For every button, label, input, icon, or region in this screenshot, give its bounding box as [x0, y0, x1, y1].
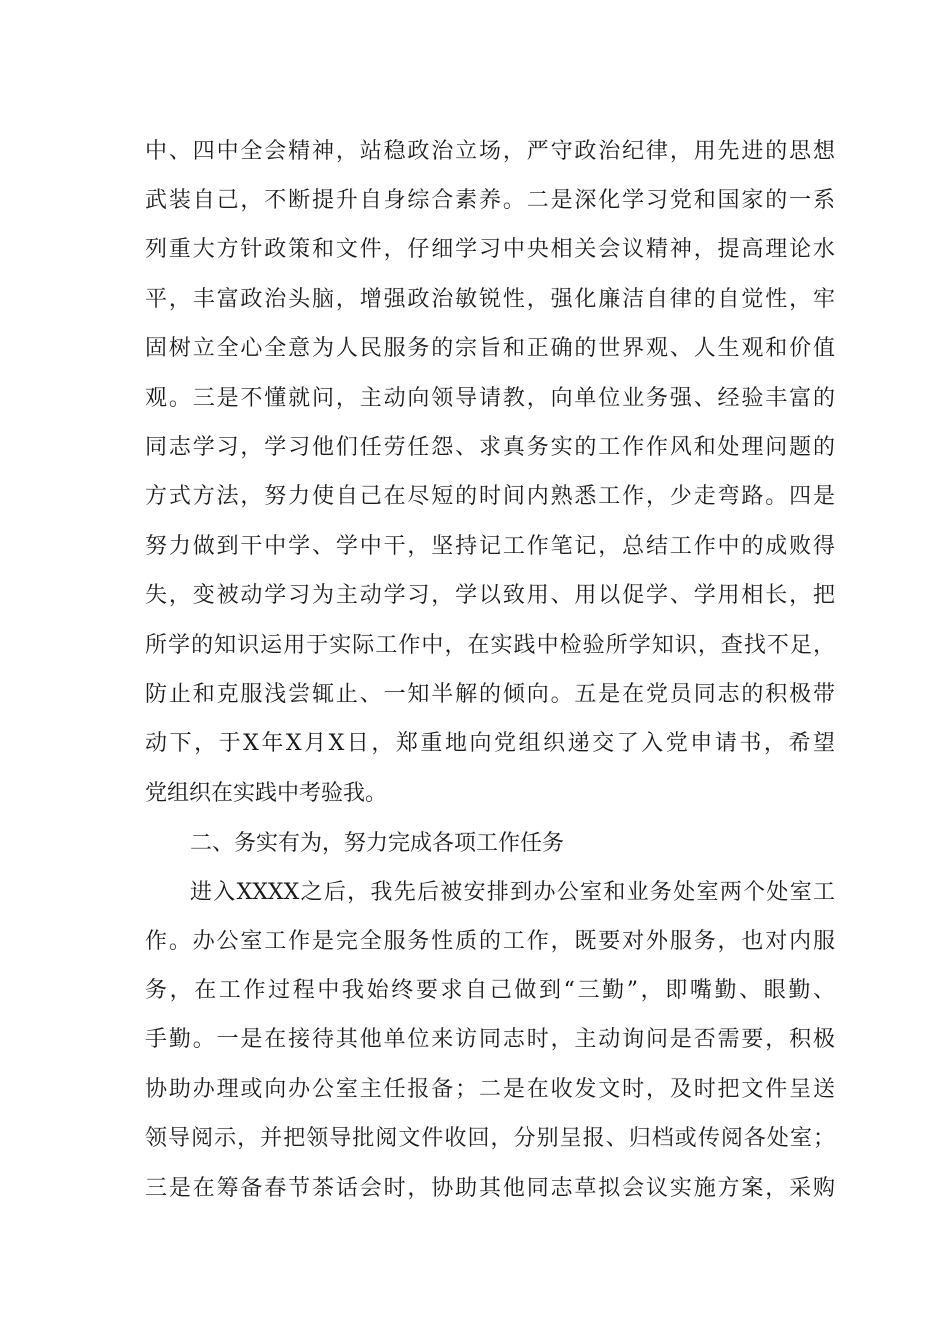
body-text-line: 固树立全心全意为人民服务的宗旨和正确的世界观、人生观和价值 — [145, 336, 835, 361]
body-text-line: 作。办公室工作是完全服务性质的工作，既要对外服务，也对内服 — [145, 929, 835, 954]
body-text-line: 领导阅示，并把领导批阅文件收回，分别呈报、归档或传阅各处室； — [145, 1126, 835, 1151]
body-text-line: 列重大方针政策和文件，仔细学习中央相关会议精神，提高理论水 — [145, 237, 835, 262]
body-text-line: 观。三是不懂就问，主动向领导请教，向单位业务强、经验丰富的 — [145, 386, 835, 411]
body-text-line: 方式方法，努力使自己在尽短的时间内熟悉工作，少走弯路。四是 — [145, 484, 835, 509]
body-text-line: 务，在工作过程中我始终要求自己做到“三勤”，即嘴勤、眼勤、 — [145, 978, 835, 1003]
body-text-line: 同志学习，学习他们任劳任怨、求真务实的工作作风和处理问题的 — [145, 435, 835, 460]
body-text-line: 努力做到干中学、学中干，坚持记工作笔记，总结工作中的成败得 — [145, 534, 835, 559]
body-text-line: 进入XXXX之后，我先后被安排到办公室和业务处室两个处室工 — [190, 880, 835, 905]
section-heading: 二、务实有为，努力完成各项工作任务 — [190, 831, 565, 856]
body-text-line: 防止和克服浅尝辄止、一知半解的倾向。五是在党员同志的积极带 — [145, 682, 835, 707]
body-text-line: 协助办理或向办公室主任报备；二是在收发文时，及时把文件呈送 — [145, 1077, 835, 1102]
body-text-line: 动下，于X年X月X日，郑重地向党组织递交了入党申请书，希望 — [145, 731, 835, 756]
body-text-line: 平，丰富政治头脑，增强政治敏锐性，强化廉洁自律的自觉性，牢 — [145, 287, 835, 312]
body-text-line: 三是在筹备春节茶话会时，协助其他同志草拟会议实施方案，采购 — [145, 1176, 835, 1201]
body-text-line: 武装自己，不断提升自身综合素养。二是深化学习党和国家的一系 — [145, 188, 835, 213]
body-text-line: 失，变被动学习为主动学习，学以致用、用以促学、学用相长，把 — [145, 583, 835, 608]
body-text-line: 中、四中全会精神，站稳政治立场，严守政治纪律，用先进的思想 — [145, 139, 835, 164]
body-text-line: 所学的知识运用于实际工作中，在实践中检验所学知识，查找不足， — [145, 633, 835, 658]
body-text-line: 手勤。一是在接待其他单位来访同志时，主动询问是否需要，积极 — [145, 1027, 835, 1052]
body-text-line: 党组织在实践中考验我。 — [145, 781, 388, 806]
